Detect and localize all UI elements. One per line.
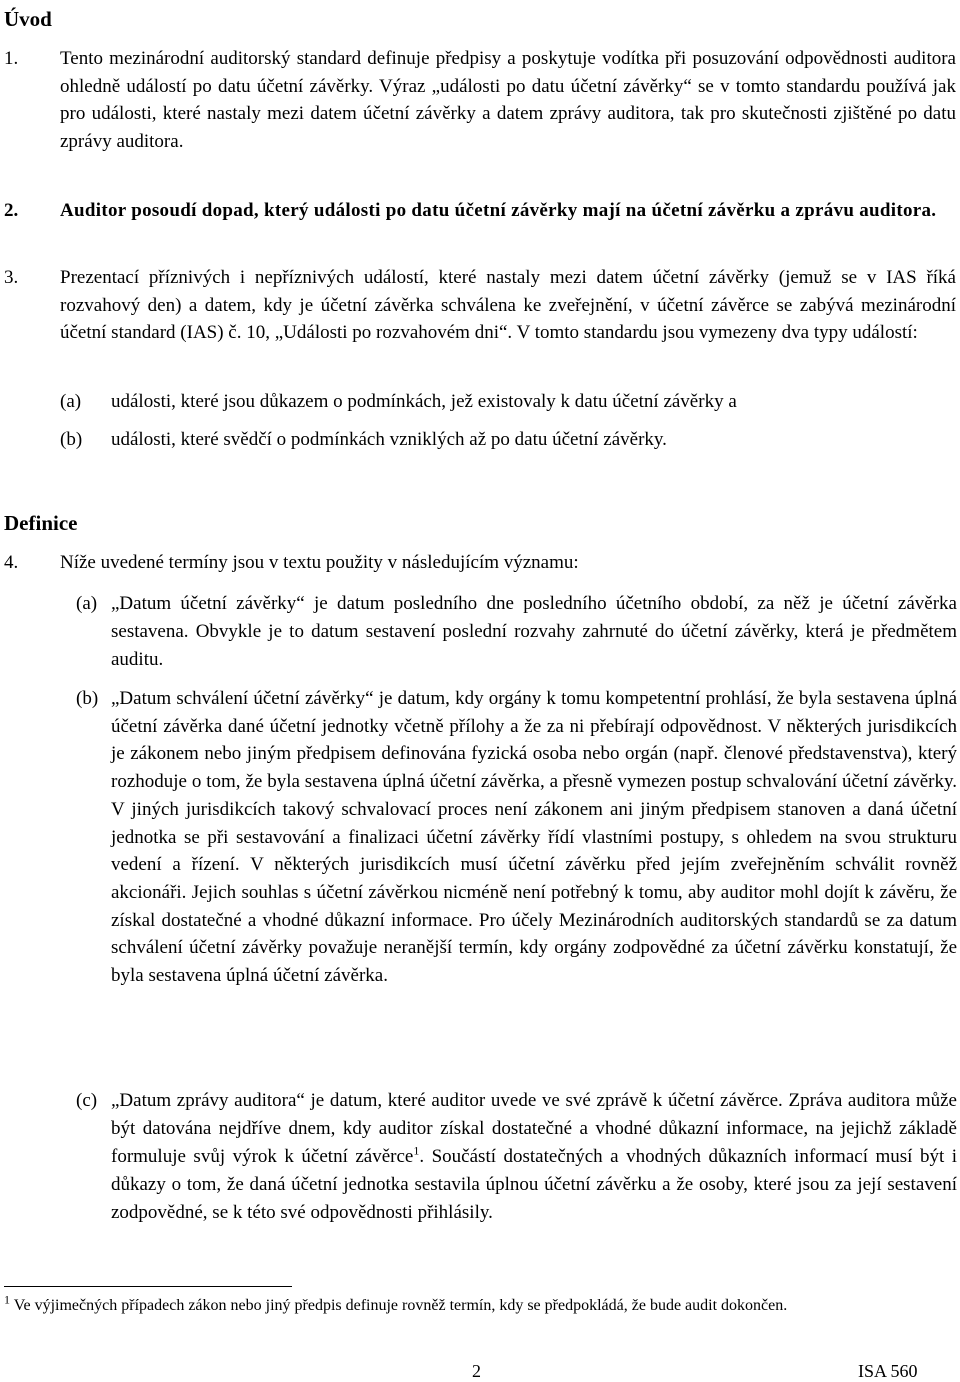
paragraph-1-text: Tento mezinárodní auditorský standard definuje předpisy a poskytuje vodítka při posuzování odpovědnosti auditora ohledně událostí po datu účetní závěrky. Výraz „události po datu účetní závěrky“ se v tomto standardu používá jak pro události, které nastaly mezi datem účetní závěrky a datem zprávy auditora, tak pro skutečnosti zjištěné po datu zprávy auditora. [60,48,956,152]
paragraph-number-3: 3. [4,267,19,288]
paragraph-3-text: Prezentací příznivých i nepříznivých událostí, které nastaly mezi datem účetní závěrky (jemuž se v IAS říká rozvahový den) a datem, kdy je účetní závěrka schválena ke zveřejnění, v účetní závěrce se zabývá mezinárodní účetní standard (IAS) č. 10, „Události po rozvahovém dni“. V tomto standardu jsou vymezeny dva typy událostí: [60,267,956,344]
paragraph-4-item-c-text-after: . Součástí dostatečných a vhodných důkazních informací musí být i důkazy o tom, že daná účetní jednotka sestavila úplnou účetní závěrku a že osoby, které jsou za její sestavení zodpovědné, se k této své odpovědnosti přihlásily. [111,1146,957,1223]
footnote-divider [4,1286,292,1287]
paragraph-4-item-a-label: (a) [76,593,98,614]
paragraph-4-item-b-label: (b) [76,688,99,709]
paragraph-3-item-a-label: (a) [60,391,82,412]
page-number: 2 [472,1361,481,1381]
paragraph-3 [60,264,956,347]
paragraph-number-1: 1. [4,48,19,69]
footnote-marker: 1 [4,1292,10,1307]
footnote-reference[interactable]: 1 [413,1143,420,1158]
section-title-uvod: Úvod [4,7,52,31]
paragraph-4 [60,549,956,577]
paragraph-4-item-b-text: „Datum schválení účetní závěrky“ je datum, kdy orgány k tomu kompetentní prohlásí, že byla sestavena úplná účetní závěrka dané účetní jednotky včetně přílohy a že za ni přebírají odpovědnost. V některých jurisdikcích je zákonem nebo jiným předpisem definována fyzická osoba nebo orgán (např. členové představenstva), který rozhoduje o tom, že byla sestavena úplná účetní závěrka, a přesně vymezen postup schvalování účetní závěrky. V jiných jurisdikcích takový schvalovací proces není zákonem ani jiným předpisem stanoven a daná účetní jednotka se při sestavování a finalizaci účetní závěrky řídí vlastními postupy, s ohledem na svou strukturu vedení a řízení. V některých jurisdikcích musí účetní závěrku před jejím zveřejněním schválit rovněž akcionáři. Jejich souhlas s účetní závěrkou nicméně není potřebný k tomu, aby auditor mohl dojít k závěru, že získal dostatečné a vhodné důkazní informace. Pro účely Mezinárodních auditorských standardů se za datum schválení účetní závěrky považuje neranější termín, kdy orgány zodpovědné za účetní závěrku konstatují, že byla sestavena úplná účetní závěrka. [111,688,957,987]
paragraph-4-item-c [111,1087,957,1227]
paragraph-3-item-b [111,426,957,454]
paragraph-3-item-b-label: (b) [60,429,83,450]
paragraph-4-item-c-label: (c) [76,1090,98,1111]
paragraph-1 [60,45,956,155]
paragraph-3-item-a-text: události, které jsou důkazem o podmínkách, jež existovaly k datu účetní závěrky a [111,391,737,412]
paragraph-3-item-b-text: události, které svědčí o podmínkách vzniklých až po datu účetní závěrky. [111,429,667,450]
paragraph-4-item-a [111,590,957,674]
section-title-definice: Definice [4,511,78,535]
paragraph-2 [60,197,956,225]
paragraph-4-item-c-text [111,1087,957,1227]
paragraph-number-4: 4. [4,552,19,573]
footnote [4,1292,954,1317]
paragraph-4-item-b [111,685,957,990]
paragraph-4-text: Níže uvedené termíny jsou v textu použity v následujícím významu: [60,552,579,573]
paragraph-3-item-a [111,388,957,416]
document-code: ISA 560 [858,1361,918,1381]
paragraph-4-item-a-text: „Datum účetní závěrky“ je datum posledního dne posledního účetního období, za něž je účetní závěrka sestavena. Obvykle je to datum sestavení poslední rozvahy zahrnuté do účetní závěrky, která je předmětem auditu. [111,593,957,670]
paragraph-2-text: Auditor posoudí dopad, který události po datu účetní závěrky mají na účetní závěrku a zprávu auditora. [60,200,937,221]
paragraph-number-2: 2. [4,200,19,221]
footnote-text: Ve výjimečných případech zákon nebo jiný předpis definuje rovněž termín, kdy se předpokládá, že bude audit dokončen. [10,1297,788,1314]
paragraph-4-item-c-text-before: „Datum zprávy auditora“ je datum, které auditor uvede ve své zprávě k účetní závěrce. Zpráva auditora může být datována nejdříve dnem, kdy auditor získal dostatečné a vhodné důkazní informace, na jejichž základě formuluje svůj výrok k účetní závěrce [111,1090,957,1167]
